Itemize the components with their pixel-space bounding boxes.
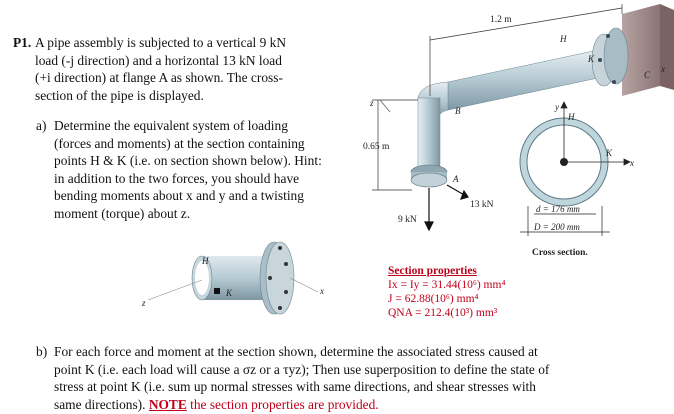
point-k-label: K — [588, 54, 595, 64]
cs-center-dot — [560, 158, 568, 166]
cs-axis-x-label: x — [630, 158, 634, 168]
point-k-marker — [214, 288, 220, 294]
wall-support — [622, 4, 674, 96]
part-a-line: moment (torque) about z. — [54, 205, 191, 221]
cs-caption: Cross section. — [532, 248, 588, 258]
part-a-line: (forces and moments) at the section containing — [54, 135, 305, 151]
stub-h-label: H — [202, 256, 209, 266]
part-a-line: in addition to the two forces, you should have — [54, 170, 300, 186]
intro-line: (+i direction) at flange A as shown. The cross- — [35, 70, 283, 85]
cs-point-k-label: K — [606, 148, 613, 158]
part-a-label: a) — [36, 118, 47, 133]
part-b-line: point K (i.e. each load will cause a σz or a τyz); Then use superposition to define the state of — [54, 361, 550, 377]
load-horizontal-label: 13 kN — [470, 200, 494, 210]
point-h-label: H — [560, 34, 567, 44]
dim-length-label: 1.2 m — [490, 15, 512, 25]
vertical-pipe — [418, 98, 440, 170]
load-vertical-label: 9 kN — [398, 215, 417, 225]
part-b — [36, 343, 666, 412]
part-a — [36, 117, 366, 221]
point-b-label: B — [455, 106, 461, 116]
part-a-line: points H & K (i.e. on section shown below). Hint: — [54, 153, 322, 168]
property-line: QNA = 212.4(10³) mm³ — [388, 307, 498, 319]
property-line: J = 62.88(10⁶) mm⁴ — [388, 293, 479, 305]
stub-x-label: x — [320, 286, 324, 296]
cs-point-h-label: H — [568, 112, 575, 122]
cs-inner-dim: d = 176 mm — [536, 204, 580, 214]
cs-axis-y-label: y — [555, 102, 559, 112]
stub-k-label: K — [226, 288, 233, 298]
problem-intro — [13, 34, 353, 103]
stub-flange — [260, 242, 294, 314]
load-9kn-arrow — [425, 188, 433, 230]
property-line: Ix = Iy = 31.44(10⁶) mm⁴ — [388, 279, 506, 291]
part-a-line: Determine the equivalent system of loading — [54, 118, 288, 133]
section-properties — [388, 264, 505, 320]
intro-line: A pipe assembly is subjected to a vertical 9 kN — [35, 35, 287, 50]
point-a-label: A — [453, 174, 459, 184]
load-13kn-arrow — [447, 185, 468, 199]
axis-x-label: x — [661, 64, 665, 74]
note-label: NOTE — [148, 396, 187, 412]
point-c-label: C — [644, 70, 651, 80]
part-b-label: b) — [36, 344, 48, 359]
flange-a — [411, 165, 447, 187]
problem-label: P1. — [13, 35, 32, 50]
part-b-line: For each force and moment at the section shown, determine the associated stress caused at — [54, 344, 538, 359]
axis-z-line — [380, 100, 390, 112]
cs-outer-dim: D = 200 mm — [534, 222, 580, 232]
stub-z-label: z — [142, 298, 146, 308]
part-b-line: same directions). — [54, 396, 146, 412]
section-properties-title: Section properties — [388, 265, 477, 277]
note-text: the section properties are provided. — [186, 396, 379, 412]
section-pipe-sketch — [140, 238, 340, 328]
axis-z-label: z — [370, 98, 374, 108]
cross-section-figure — [510, 100, 674, 260]
wall-flange — [592, 28, 628, 86]
dim-height-label: 0.65 m — [363, 142, 390, 152]
part-a-line: bending moments about x and y and a twisting — [54, 188, 304, 203]
part-b-line: stress at point K (i.e. sum up normal stresses with same directions, and shear stresses with — [54, 379, 536, 394]
intro-line: section of the pipe is displayed. — [35, 87, 204, 103]
intro-line: load (-j direction) and a horizontal 13 kN load — [35, 52, 282, 68]
